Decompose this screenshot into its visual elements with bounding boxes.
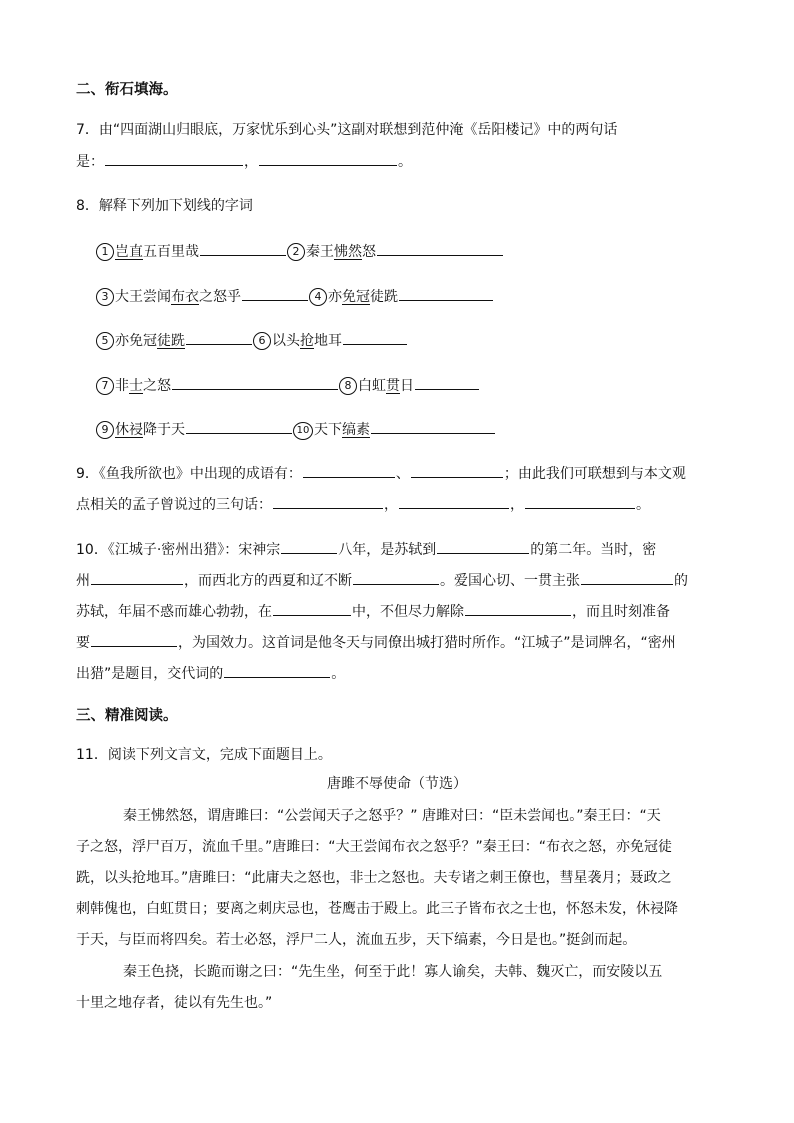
q8-blank-5[interactable] (186, 329, 252, 345)
q8-row-4 (96, 374, 480, 396)
q10-text-5a: 出猎”是题目，交代词的 (76, 666, 224, 682)
q8-item8-pre: 白虹 (358, 378, 386, 394)
q9-line2 (76, 493, 650, 515)
q10-text-2a: 州 (76, 573, 90, 589)
q8-item2-pre: 秦王 (306, 244, 334, 260)
q7-line1: 7．由“四面湖山归眼底，万家忧乐到心头”这副对联想到范仲淹《岳阳楼记》中的两句话 (76, 122, 618, 138)
q10-blank-1[interactable] (281, 538, 337, 554)
q10-line2 (76, 569, 688, 591)
passage-p1-line4: 刺韩傀也，白虹贯日；要离之刺庆忌也，苍鹰击于殿上。此三子皆布衣之士也，怀怒未发，休祲降 (76, 901, 678, 917)
q8-title: 8．解释下列加下划线的字词 (76, 198, 253, 214)
q8-blank-6[interactable] (343, 329, 407, 345)
q7-blank-1[interactable] (105, 150, 243, 166)
q8-item9-underlined: 休祲 (115, 422, 143, 438)
q10-blank-7[interactable] (465, 600, 571, 616)
q8-row-1 (96, 240, 504, 262)
passage-p1-line5: 于天，与臣而将四矣。若士必怒，浮尸二人，流血五步，天下缟素，今日是也。”挺剑而起。 (76, 932, 637, 948)
circle-number-5: 5 (96, 332, 114, 350)
q9-text-2d: 。 (636, 497, 650, 513)
circle-number-1: 1 (96, 243, 114, 261)
circle-number-9: 9 (96, 421, 114, 439)
q10-line4 (76, 631, 676, 653)
q8-item7-pre: 非 (115, 378, 129, 394)
circle-number-4: 4 (309, 288, 327, 306)
q8-row-5 (96, 418, 496, 440)
passage-p1-line2: 子之怒，浮尸百万，流血千里。”唐雎曰：“大王尝闻布衣之怒乎？”秦王曰：“布衣之怒，亦免冠徒 (76, 839, 673, 855)
section-title-3: 三、精准阅读。 (76, 708, 178, 724)
q10-text-4a: 要 (76, 635, 90, 651)
q9-blank-1[interactable] (303, 462, 395, 478)
q10-text-5b: 。 (331, 666, 346, 682)
q8-row-3 (96, 329, 408, 351)
passage-p1-line3: 跣，以头抢地耳。”唐雎曰：“此庸夫之怒也，非士之怒也。夫专诸之刺王僚也，彗星袭月；聂政之 (76, 870, 672, 886)
q9-blank-5[interactable] (525, 493, 635, 509)
q10-blank-2[interactable] (437, 538, 529, 554)
q9-text-2c: ， (510, 497, 524, 513)
q10-line1 (76, 538, 656, 560)
q8-blank-4[interactable] (399, 285, 493, 301)
q10-text-2d: 的 (674, 573, 688, 589)
q8-item2-post: 怒 (362, 244, 376, 260)
q8-blank-8[interactable] (415, 374, 479, 390)
q10-line5 (76, 662, 345, 684)
q8-item1-underlined: 岂直 (115, 244, 143, 260)
q8-item9-post: 降于天 (143, 422, 185, 438)
q8-item3-pre: 大王尝闻 (115, 289, 171, 305)
q8-blank-10[interactable] (371, 418, 495, 434)
q9-blank-2[interactable] (411, 462, 503, 478)
q8-item8-underlined: 贯 (386, 378, 400, 394)
q8-blank-9[interactable] (186, 418, 292, 434)
q8-item7-post: 之怒 (143, 378, 171, 394)
q9-line1 (76, 462, 686, 484)
q8-item8-post: 日 (400, 378, 414, 394)
section-title-2: 二、衔石填海。 (76, 82, 178, 98)
q8-item3-post: 之怒乎 (199, 289, 241, 305)
q10-blank-6[interactable] (273, 600, 351, 616)
q8-item6-underlined: 抢 (300, 333, 314, 349)
q8-item10-pre: 天下 (314, 422, 342, 438)
q9-text-1a: 9．《鱼我所欲也》中出现的成语有： (76, 466, 302, 482)
q8-item6-pre: 以头 (272, 333, 300, 349)
q8-item4-underlined: 免冠 (342, 289, 370, 305)
passage-p1-line1: 秦王怫然怒，谓唐雎曰：“公尝闻天子之怒乎？” 唐雎对曰：“臣未尝闻也。”秦王曰：“天 (123, 808, 661, 824)
q8-blank-7[interactable] (172, 374, 338, 390)
q10-blank-8[interactable] (91, 631, 177, 647)
q8-item3-underlined: 布衣 (171, 289, 199, 305)
q10-blank-3[interactable] (91, 569, 183, 585)
circle-number-8: 8 (339, 377, 357, 395)
circle-number-6: 6 (253, 332, 271, 350)
q10-line3 (76, 600, 670, 622)
q7-line2 (76, 150, 412, 172)
q8-item7-underlined: 士 (129, 378, 143, 394)
q10-text-4b: ，为国效力。这首词是他冬天与同僚出城打猎时所作。“江城子”是词牌名，“密州 (178, 635, 676, 651)
q8-item10-underlined: 缟素 (342, 422, 370, 438)
q9-text-1b: 、 (395, 466, 410, 482)
q10-text-1a: 10．《江城子·密州出猎》：宋神宗 (76, 542, 281, 558)
q8-blank-2[interactable] (377, 240, 503, 256)
q8-item4-post: 徒跣 (370, 289, 398, 305)
circle-number-2: 2 (287, 243, 305, 261)
q10-text-3b: 中，不但尽力解除 (352, 604, 464, 620)
circle-number-7: 7 (96, 377, 114, 395)
circle-number-3: 3 (96, 288, 114, 306)
q10-text-2c: 。爱国心切、一贯主张 (440, 573, 580, 589)
passage-p2-line1: 秦王色挠，长跪而谢之曰：“先生坐，何至于此！寡人谕矣，夫韩、魏灭亡，而安陵以五 (123, 964, 663, 980)
q8-item5-underlined: 徒跣 (157, 333, 185, 349)
q10-blank-9[interactable] (224, 662, 330, 678)
q8-item2-underlined: 怫然 (334, 244, 362, 260)
q7-text-a: 是： (76, 154, 104, 170)
q8-item1-post: 五百里哉 (143, 244, 199, 260)
q8-item6-post: 地耳 (314, 333, 342, 349)
q9-text-2b: ， (384, 497, 398, 513)
q8-row-2 (96, 285, 494, 307)
passage-p2-line2: 十里之地存者，徒以有先生也。” (76, 995, 273, 1011)
q9-blank-4[interactable] (399, 493, 509, 509)
circle-number-10: 10 (293, 422, 313, 440)
q10-blank-5[interactable] (581, 569, 673, 585)
q8-blank-3[interactable] (242, 285, 308, 301)
q10-text-1c: 的第二年。当时，密 (530, 542, 657, 558)
q7-text-c: 。 (398, 154, 412, 170)
q10-blank-4[interactable] (353, 569, 439, 585)
q8-blank-1[interactable] (200, 240, 286, 256)
q11-title: 11．阅读下列文言文，完成下面题目上。 (76, 747, 332, 763)
q8-item5-pre: 亦免冠 (115, 333, 157, 349)
passage-title: 唐雎不辱使命（节选） (327, 776, 467, 792)
q9-blank-3[interactable] (273, 493, 383, 509)
q10-text-3c: ，而且时刻准备 (572, 604, 670, 620)
q9-text-2a: 点相关的孟子曾说过的三句话： (76, 497, 272, 513)
q10-text-3a: 苏轼，年届不惑而雄心勃勃，在 (76, 604, 272, 620)
q7-text-b: ， (244, 154, 258, 170)
q9-text-1c: ；由此我们可联想到与本文观 (503, 466, 686, 482)
q8-item4-pre: 亦 (328, 289, 342, 305)
q7-blank-2[interactable] (259, 150, 397, 166)
q10-text-1b: 八年，是苏轼到 (338, 542, 437, 558)
q10-text-2b: ，而西北方的西夏和辽不断 (184, 573, 352, 589)
